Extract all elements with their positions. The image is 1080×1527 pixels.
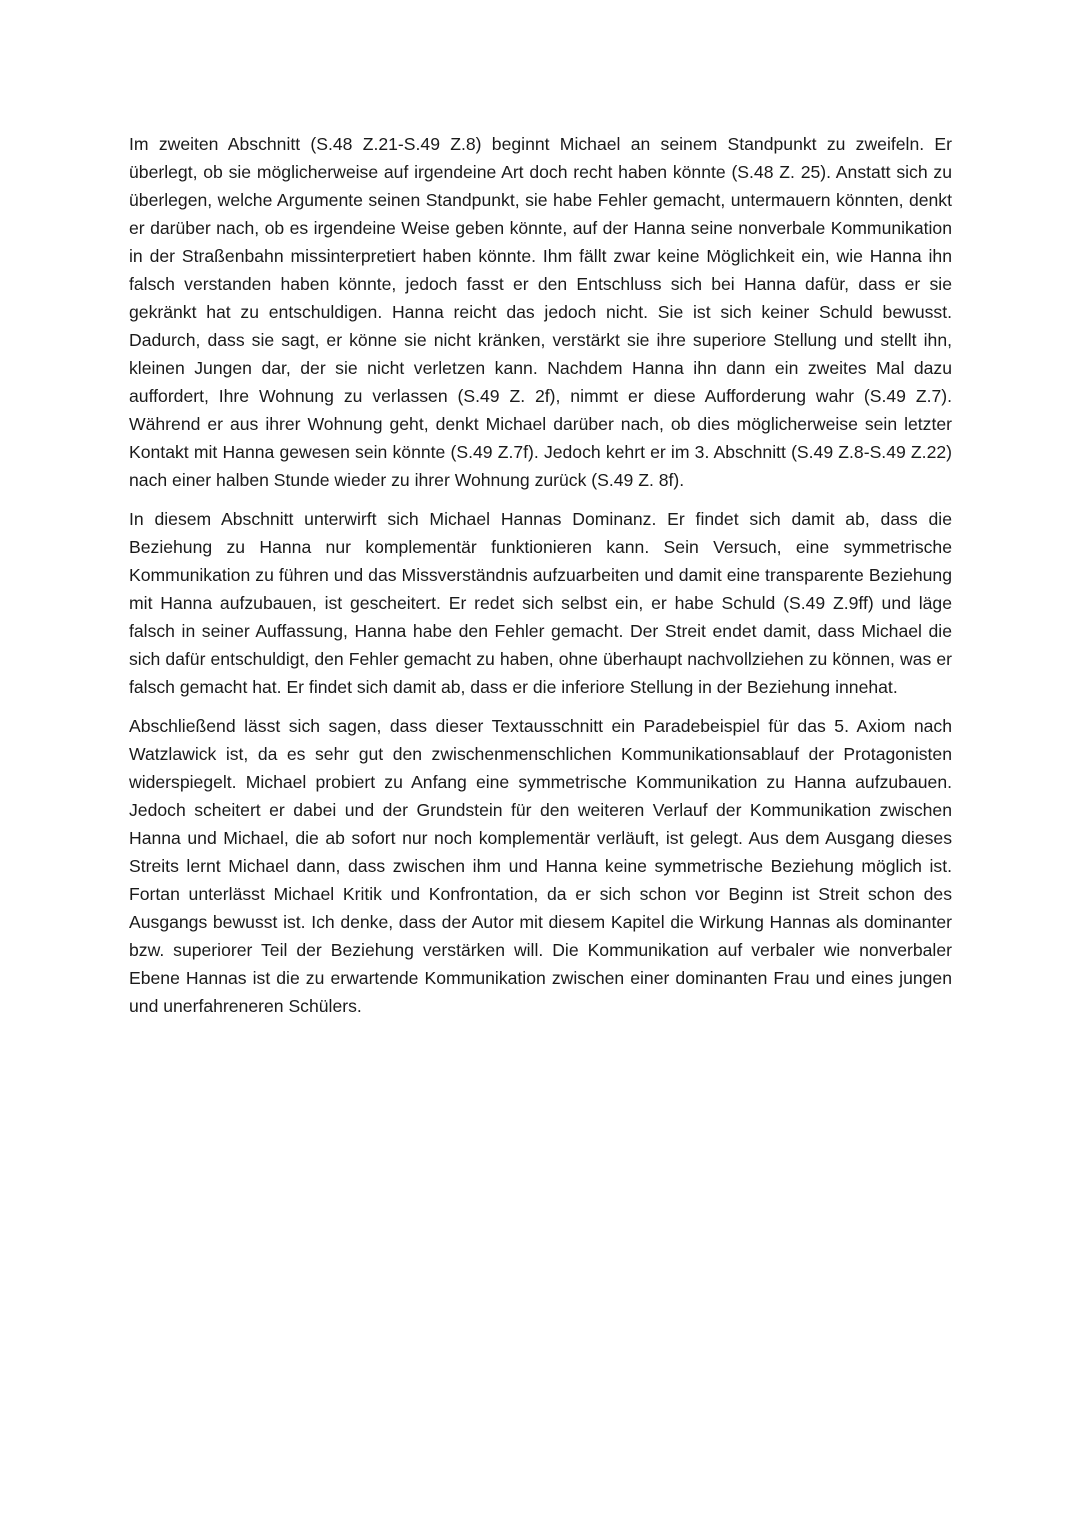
document-body: [129, 130, 952, 1031]
paragraph-submission: In diesem Abschnitt unterwirft sich Michael Hannas Dominanz. Er findet sich damit ab, dass die Beziehung zu Hanna nur komplementär funktionieren kann. Sein Versuch, eine symmetrische Kommunikation zu führen und das Missverständnis aufzuarbeiten und damit eine transparente Beziehung mit Hanna aufzubauen, ist gescheitert. Er redet sich selbst ein, er habe Schuld (S.49 Z.9ff) und läge falsch in seiner Auffassung, Hanna habe den Fehler gemacht. Der Streit endet damit, dass Michael die sich dafür entschuldigt, den Fehler gemacht zu haben, ohne überhaupt nachvollziehen zu können, was er falsch gemacht hat. Er findet sich damit ab, dass er die inferiore Stellung in der Beziehung innehat.: [129, 509, 952, 697]
paragraph-conclusion: Abschließend lässt sich sagen, dass dieser Textausschnitt ein Paradebeispiel für das 5. Axiom nach Watzlawick ist, da es sehr gut den zwischenmenschlichen Kommunikationsablauf der Protagonisten widerspiegelt. Michael probiert zu Anfang eine symmetrische Kommunikation zu Hanna aufzubauen. Jedoch scheitert er dabei und der Grundstein für den weiteren Verlauf der Kommunikation zwischen Hanna und Michael, die ab sofort nur noch komplementär verläuft, ist gelegt. Aus dem Ausgang dieses Streits lernt Michael dann, dass zwischen ihm und Hanna keine symmetrische Beziehung möglich ist. Fortan unterlässt Michael Kritik und Konfrontation, da er sich schon vor Beginn ist Streit schon des Ausgangs bewusst ist. Ich denke, dass der Autor mit diesem Kapitel die Wirkung Hannas als dominanter bzw. superiorer Teil der Beziehung verstärken will. Die Kommunikation auf verbaler wie nonverbaler Ebene Hannas ist die zu erwartende Kommunikation zwischen einer dominanten Frau und eines jungen und unerfahreneren Schülers.: [129, 716, 952, 1016]
paragraph-second-section: Im zweiten Abschnitt (S.48 Z.21-S.49 Z.8) beginnt Michael an seinem Standpunkt zu zweifeln. Er überlegt, ob sie möglicherweise auf irgendeine Art doch recht haben könnte (S.48 Z. 25). Anstatt sich zu überlegen, welche Argumente seinen Standpunkt, sie habe Fehler gemacht, untermauern könnten, denkt er darüber nach, ob es irgendeine Weise geben könnte, auf der Hanna seine nonverbale Kommunikation in der Straßenbahn missinterpretiert haben könnte. Ihm fällt zwar keine Möglichkeit ein, wie Hanna ihn falsch verstanden haben könnte, jedoch fasst er den Entschluss sich bei Hanna dafür, dass er sie gekränkt hat zu entschuldigen. Hanna reicht das jedoch nicht. Sie ist sich keiner Schuld bewusst. Dadurch, dass sie sagt, er könne sie nicht kränken, verstärkt sie ihre superiore Stellung und stellt ihn, kleinen Jungen dar, der sie nicht verletzen kann. Nachdem Hanna ihn dann ein zweites Mal dazu auffordert, Ihre Wohnung zu verlassen (S.49 Z. 2f), nimmt er diese Aufforderung wahr (S.49 Z.7). Während er aus ihrer Wohnung geht, denkt Michael darüber nach, ob dies möglicherweise sein letzter Kontakt mit Hanna gewesen sein könnte (S.49 Z.7f). Jedoch kehrt er im 3. Abschnitt (S.49 Z.8-S.49 Z.22) nach einer halben Stunde wieder zu ihrer Wohnung zurück (S.49 Z. 8f).: [129, 134, 952, 490]
